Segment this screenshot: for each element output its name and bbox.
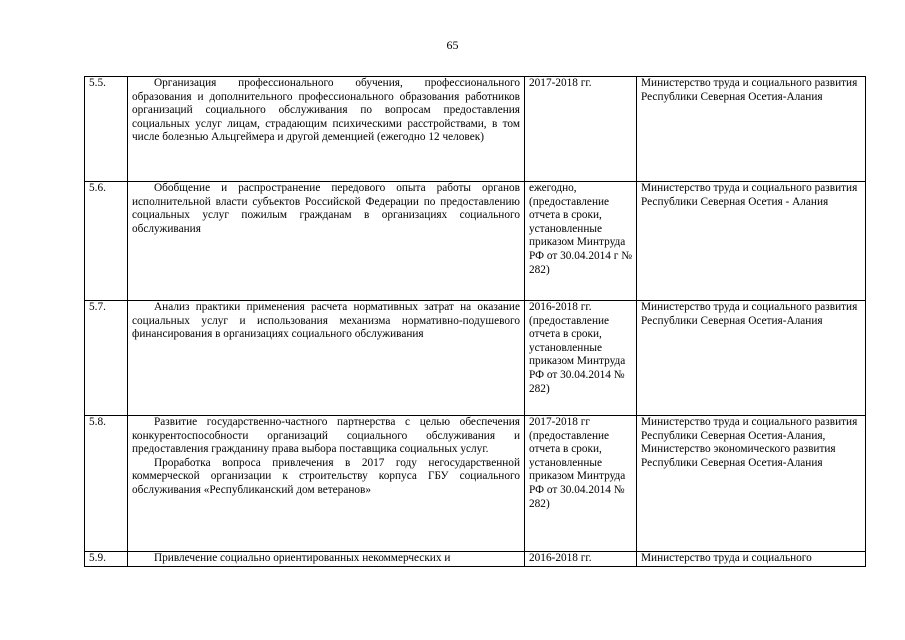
activity-text: Обобщение и распространение передового опыта работы органов исполнительной власти субъектов Российской Федерации по предоставлению социальных услуг пожилым гражданам в организациях социального обслуживания: [132, 182, 520, 235]
activity-cell: [128, 77, 525, 182]
item-number: 5.9.: [85, 552, 128, 567]
term-text: 2016-2018 гг.: [529, 552, 592, 564]
action-plan-table: [84, 76, 866, 567]
page-number: 65: [446, 38, 459, 52]
table-row: [85, 552, 866, 567]
term-text: ежегодно, (предоставление отчета в сроки, установленные приказом Минтруда РФ от 30.04.2014 г № 282): [529, 182, 632, 276]
term-text: 2017-2018 гг.: [529, 77, 592, 89]
activity-cell: [128, 301, 525, 416]
activity-cell: [128, 182, 525, 301]
term-text: 2016-2018 гг. (предоставление отчета в сроки, установленные приказом Минтруда РФ от 30.04.2014 № 282): [529, 301, 626, 395]
item-number: 5.8.: [85, 416, 128, 552]
table-row: [85, 301, 866, 416]
term-cell: [525, 301, 637, 416]
activity-text: Анализ практики применения расчета нормативных затрат на оказание социальных услуг и использования механизма нормативно-подушевого финансирования в организациях социального обслуживания: [132, 301, 520, 341]
responsible-cell: [637, 416, 866, 552]
responsible-text: Министерство труда и социального развития Республики Северная Осетия-Алания,: [641, 416, 858, 442]
term-cell: [525, 552, 637, 567]
table-row: [85, 416, 866, 552]
item-number: 5.5.: [85, 77, 128, 182]
responsible-text: Министерство труда и социального: [641, 552, 812, 564]
responsible-text: Министерство экономического развития Республики Северная Осетия-Алания: [641, 443, 836, 469]
term-text: 2017-2018 гг (предоставление отчета в сроки, установленные приказом Минтруда РФ от 30.04.2014 № 282): [529, 416, 626, 510]
activity-text: Развитие государственно-частного партнерства с целью обеспечения конкурентоспособности организаций социального обслуживания и предоставления гражданину права выбора поставщика социальных услуг.: [132, 416, 520, 456]
term-cell: [525, 77, 637, 182]
item-number: 5.7.: [85, 301, 128, 416]
item-number: 5.6.: [85, 182, 128, 301]
responsible-cell: [637, 301, 866, 416]
responsible-text: Министерство труда и социального развития Республики Северная Осетия-Алания: [641, 77, 858, 103]
responsible-cell: [637, 182, 866, 301]
activity-text: Организация профессионального обучения, профессионального образования и дополнительного профессионального образования работников организаций социального обслуживания по вопросам предоставления социальных услуг лицам, страдающим психическими расстройствами, в том числе болезнью Альцгеймера и другой деменцией (ежегодно 12 человек): [132, 77, 520, 144]
responsible-cell: [637, 552, 866, 567]
responsible-text: Министерство труда и социального развития Республики Северная Осетия-Алания: [641, 301, 858, 327]
term-cell: [525, 182, 637, 301]
term-cell: [525, 416, 637, 552]
activity-text: Привлечение социально ориентированных некоммерческих и: [154, 552, 451, 564]
responsible-text: Министерство труда и социального развития Республики Северная Осетия - Алания: [641, 182, 858, 208]
activity-cell: [128, 552, 525, 567]
activity-cell: [128, 416, 525, 552]
table-row: [85, 77, 866, 182]
table-row: [85, 182, 866, 301]
activity-text: Проработка вопроса привлечения в 2017 году негосударственной коммерческой организации к строительству корпуса ГБУ социального обслуживания «Республиканский дом ветеранов»: [132, 456, 520, 496]
responsible-cell: [637, 77, 866, 182]
